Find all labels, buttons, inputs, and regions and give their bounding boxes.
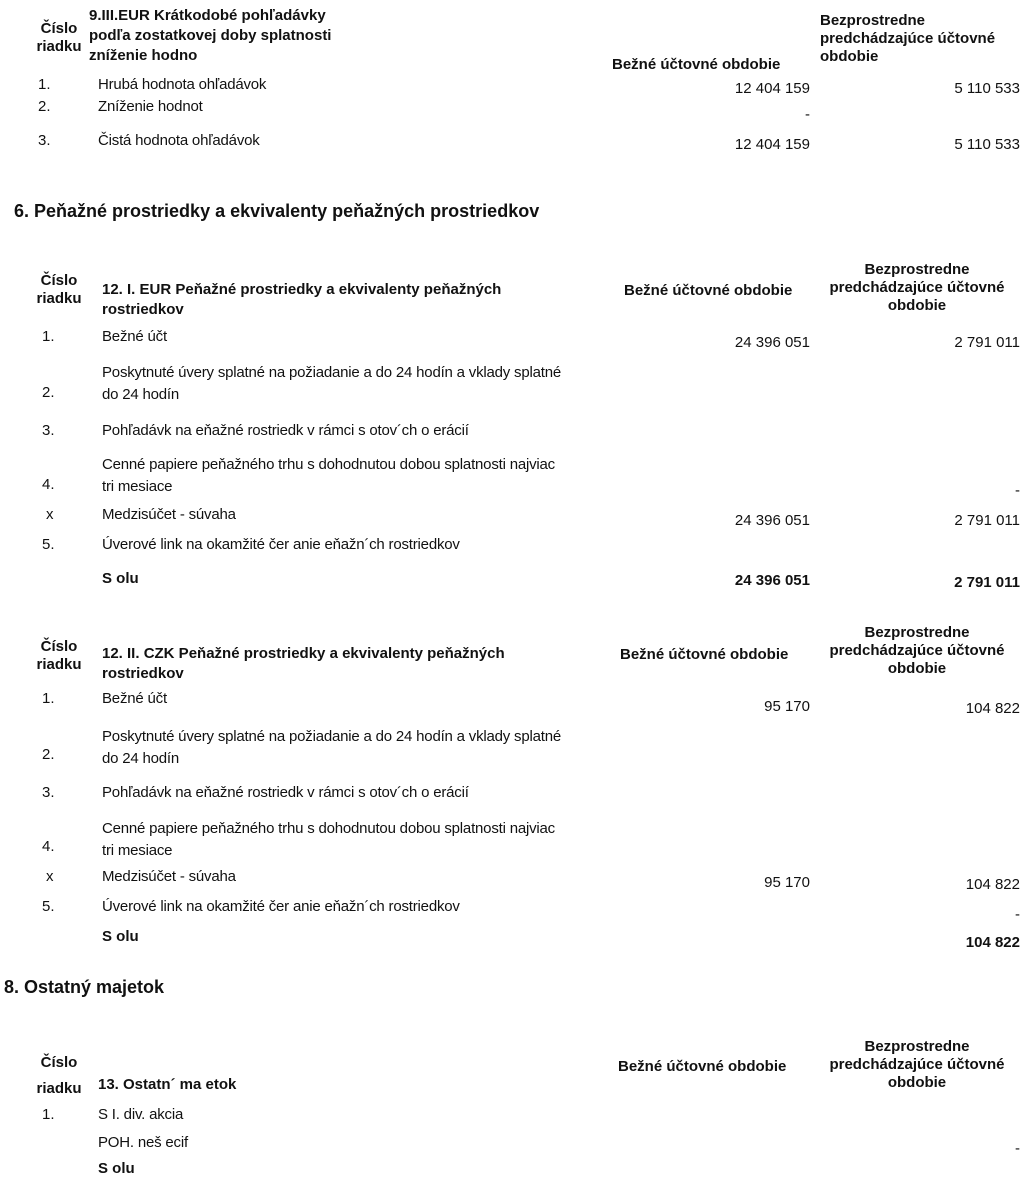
row-number: 2. [42,384,55,401]
row-number: 3. [38,132,51,149]
col-num-label: Číslo riadku [36,272,82,307]
row-current-value: 24 396 051 [734,512,810,529]
total-label: S olu [98,1160,135,1177]
col-current-label: Bežné účtovné obdobie [612,56,781,73]
col-num-label: Číslo riadku [36,20,82,55]
row-label: Zníženie hodnot [98,98,203,115]
total-prior-value: 2 791 011 [954,574,1020,591]
row-label: Pohľadávk na eňažné rostriedk v rámci s otov´ch o erácií [102,784,469,801]
row-label: Cenné papiere peňažného trhu s dohodnutou dobou splatnosti najviac tri mesiace [102,456,555,495]
row-number: 4. [42,838,55,855]
col-prior-label: Bezprostredne predchádzajúce účtovné obdobie [820,12,996,65]
total-prior-value: 104 822 [965,934,1020,951]
col-current-label: Bežné účtovné obdobie [624,282,793,299]
table-title: 9.III.EUR Krátkodobé pohľadávky podľa zostatkovej doby splatnosti zníženie hodno [89,7,332,64]
row-label: Hrubá hodnota ohľadávok [98,76,267,93]
row-label: Poskytnuté úvery splatné na požiadanie a do 24 hodín a vklady splatné do 24 hodín [102,364,562,403]
row-prior-value: 104 822 [965,700,1020,717]
row-prior-value: 2 791 011 [954,512,1020,529]
row-label: Úverové link na okamžité čer anie eňažn´ch rostriedkov [102,536,460,553]
table-title: 13. Ostatn´ ma etok [98,1076,237,1093]
row-number: 3. [42,784,55,801]
row-label: Čistá hodnota ohľadávok [98,132,260,149]
row-number: 2. [42,746,55,763]
total-label: S olu [102,928,139,945]
row-number: x [46,868,54,885]
row-current-value: 95 170 [764,698,810,715]
col-current-label: Bežné účtovné obdobie [618,1058,787,1075]
section-heading: 8. Ostatný majetok [4,977,165,997]
row-label: Bežné účt [102,690,167,707]
row-current-value: - [805,106,810,123]
col-prior-label: Bezprostredne predchádzajúce účtovné obdobie [829,261,1005,314]
row-prior-value: 5 110 533 [954,80,1020,97]
row-label: Medzisúčet - súvaha [102,506,236,523]
row-label: Cenné papiere peňažného trhu s dohodnutou dobou splatnosti najviac tri mesiace [102,820,555,859]
row-prior-value: - [1015,1140,1020,1157]
table-title: 12. II. CZK Peňažné prostriedky a ekvivalenty peňažných rostriedkov [102,645,505,682]
row-current-value: 24 396 051 [734,334,810,351]
row-label: Poskytnuté úvery splatné na požiadanie a do 24 hodín a vklady splatné do 24 hodín [102,728,562,767]
row-number: 1. [42,1106,55,1123]
row-number: 1. [42,328,55,345]
table-title: 12. I. EUR Peňažné prostriedky a ekvivalenty peňažných rostriedkov [102,281,502,318]
col-prior-label: Bezprostredne predchádzajúce účtovné obdobie [829,1038,1005,1091]
row-number: 2. [38,98,51,115]
col-num-label: Číslo riadku [36,1054,82,1097]
row-label: Úverové link na okamžité čer anie eňažn´ch rostriedkov [102,898,460,915]
total-current-value: 24 396 051 [734,572,810,589]
row-current-value: 12 404 159 [734,136,810,153]
row-number: 5. [42,536,55,553]
row-label: Bežné účt [102,328,167,345]
total-label: S olu [102,570,139,587]
row-label: POH. neš ecif [98,1134,188,1151]
row-prior-value: 2 791 011 [954,334,1020,351]
col-num-label: Číslo riadku [36,638,82,673]
row-prior-value: - [1015,482,1020,499]
row-prior-value: - [1015,906,1020,923]
row-number: x [46,506,54,523]
row-prior-value: 104 822 [965,876,1020,893]
row-number: 3. [42,422,55,439]
row-prior-value: 5 110 533 [954,136,1020,153]
col-prior-label: Bezprostredne predchádzajúce účtovné obdobie [829,624,1005,677]
row-number: 4. [42,476,55,493]
row-label: Pohľadávk na eňažné rostriedk v rámci s otov´ch o erácií [102,422,469,439]
col-current-label: Bežné účtovné obdobie [620,646,789,663]
row-number: 5. [42,898,55,915]
row-number: 1. [42,690,55,707]
section-heading: 6. Peňažné prostriedky a ekvivalenty peňažných prostriedkov [14,201,540,221]
row-label: Medzisúčet - súvaha [102,868,236,885]
row-label: S I. div. akcia [98,1106,184,1123]
row-current-value: 12 404 159 [734,80,810,97]
row-number: 1. [38,76,51,93]
row-current-value: 95 170 [764,874,810,891]
